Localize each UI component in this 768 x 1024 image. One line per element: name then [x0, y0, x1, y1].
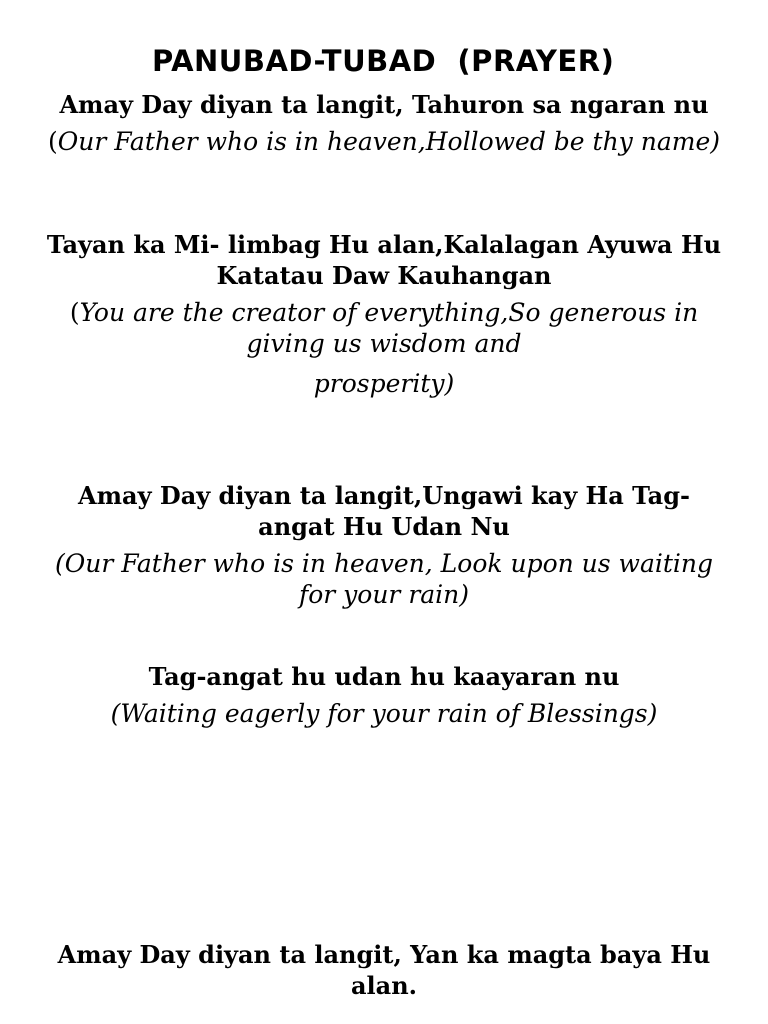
stanza-translation: [40, 698, 728, 729]
translation-open-paren: (: [48, 127, 58, 156]
stanza-5: [40, 939, 728, 1001]
stanza-native-text: Tayan ka Mi- limbag Hu alan,Kalalagan Ayuwa Hu Katatau Daw Kauhangan: [46, 230, 722, 290]
stanza-native-text: Amay Day diyan ta langit, Yan ka magta baya Hu alan.: [57, 940, 711, 1000]
translation-open-paren: (: [69, 298, 80, 327]
stanza-native-text: Amay Day diyan ta langit, Tahuron sa ngaran nu: [59, 90, 709, 119]
stanza-native-text: Amay Day diyan ta langit,Ungawi kay Ha Tag-angat Hu Udan Nu: [78, 481, 690, 541]
translation-continuation: prosperity): [313, 369, 455, 398]
page-title: PANUBAD-TUBAD (PRAYER): [152, 44, 615, 78]
stanza-4: [40, 661, 728, 729]
stanza-2: [40, 229, 728, 399]
stanza-translation: [40, 548, 728, 610]
translation-text: (Our Father who is in heaven, Look upon us waiting for your rain): [55, 549, 713, 609]
stanza-translation: [40, 126, 728, 157]
stanza-translation: [40, 297, 728, 359]
stanza-1: [40, 89, 728, 157]
translation-text: You are the creator of everything,So generous in giving us wisdom and: [79, 298, 699, 358]
stanza-3: [40, 480, 728, 610]
translation-text: (Waiting eagerly for your rain of Blessings): [110, 699, 658, 728]
stanza-native-text: Tag-angat hu udan hu kaayaran nu: [148, 662, 620, 691]
translation-text: Our Father who is in heaven,Hollowed be thy name): [57, 127, 720, 156]
